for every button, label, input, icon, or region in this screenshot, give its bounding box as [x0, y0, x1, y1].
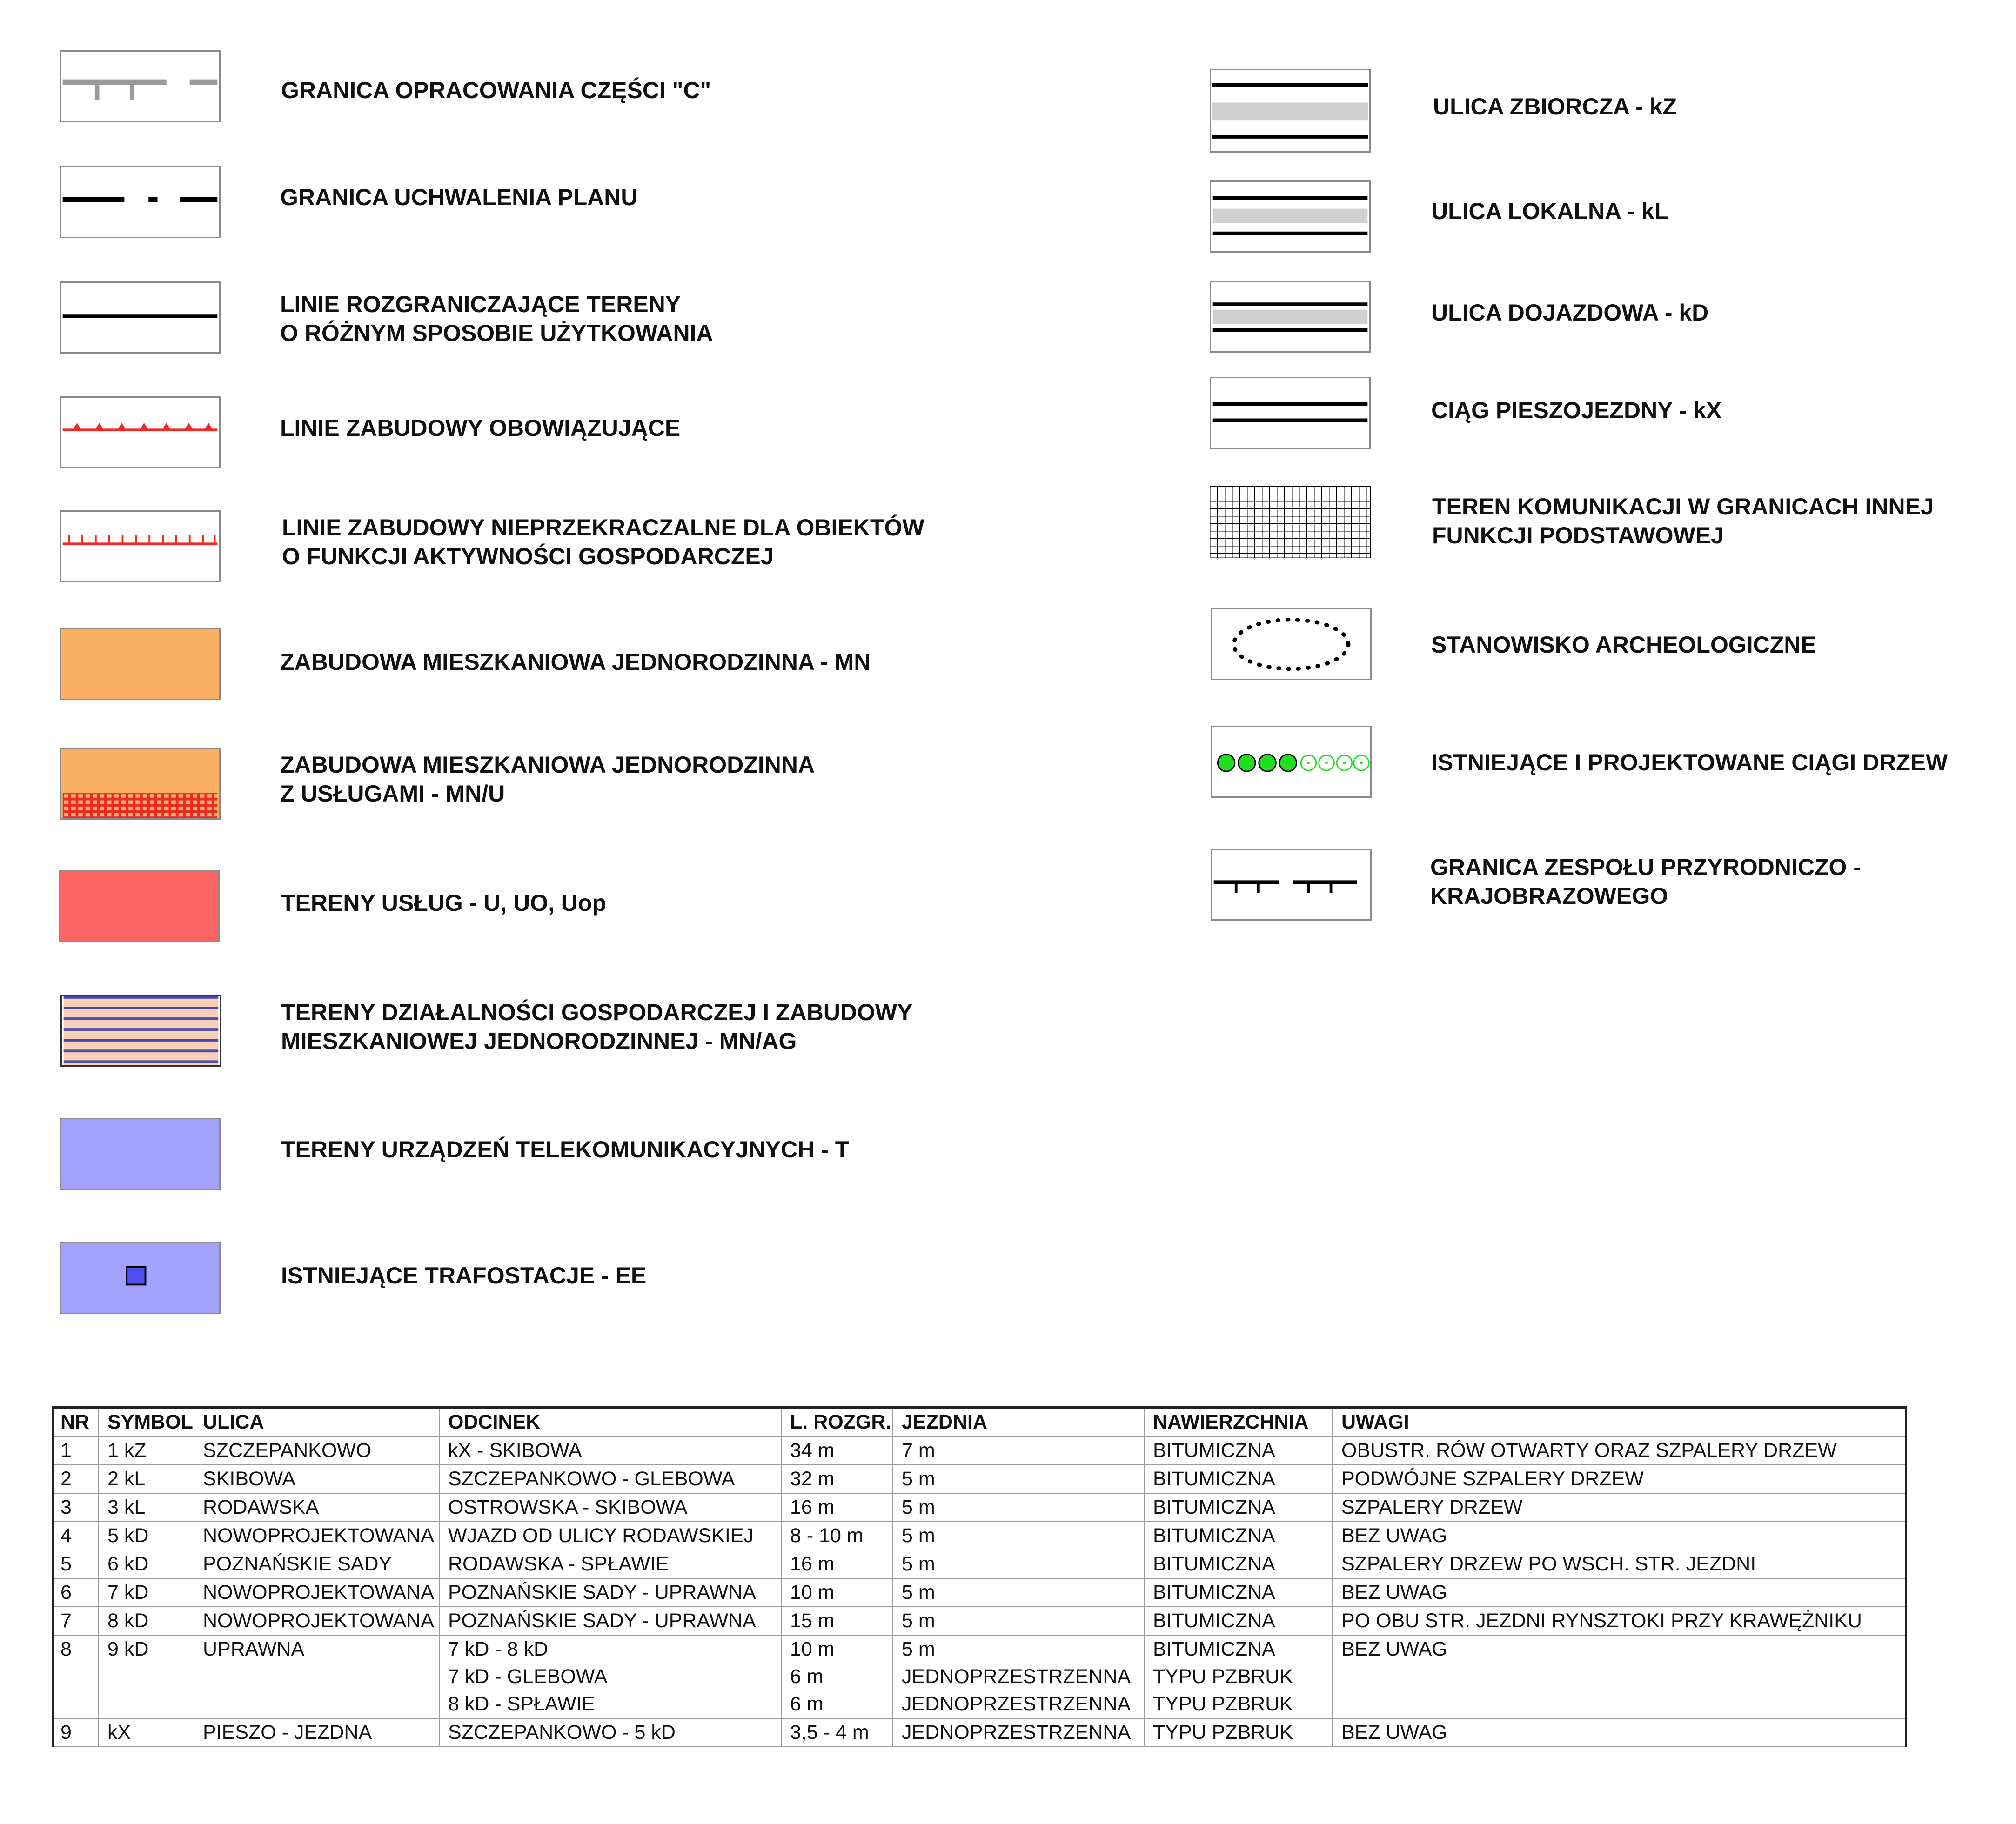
table-row: [53, 1522, 1906, 1550]
cell: 5 m: [893, 1550, 1144, 1578]
header-symbol: SYMBOL: [99, 1407, 194, 1436]
cell: [1333, 1690, 1906, 1718]
cell: RODAWSKA: [194, 1493, 439, 1522]
cell: 8: [53, 1635, 99, 1663]
legend-label-linie-zabudowy-nieprzekraczalne: LINIE ZABUDOWY NIEPRZEKRACZALNE DLA OBIEKTÓW O FUNKCJI AKTYWNOŚCI GOSPODARCZEJ: [282, 514, 924, 569]
cell: SZPALERY DRZEW PO WSCH. STR. JEZDNI: [1333, 1550, 1906, 1578]
cell: 5 m: [893, 1465, 1144, 1493]
cell: 16 m: [781, 1550, 893, 1578]
table-row: [53, 1635, 1906, 1663]
cell: BITUMICZNA: [1144, 1607, 1333, 1635]
cell: [99, 1690, 194, 1718]
cell: 8 - 10 m: [781, 1522, 893, 1550]
cell: BEZ UWAG: [1333, 1578, 1906, 1607]
legend-label-teren-komunikacji: TEREN KOMUNIKACJI W GRANICACH INNEJ FUNKCJI PODSTAWOWEJ: [1432, 494, 1934, 548]
cell: 10 m: [781, 1635, 893, 1663]
cell: kX: [99, 1718, 194, 1747]
legend-label-mn-u: ZABUDOWA MIESZKANIOWA JEDNORODZINNA Z USŁUGAMI - MN/U: [280, 752, 815, 807]
legend-label-linie-zabudowy-obowiazujace: LINIE ZABUDOWY OBOWIĄZUJĄCE: [280, 415, 681, 441]
symbol-trafostacje: [60, 1242, 221, 1314]
legend-label-linie-rozgraniczajace: LINIE ROZGRANICZAJĄCE TERENY O RÓŻNYM SPOSOBIE UŻYTKOWANIA: [280, 291, 713, 346]
cell: 32 m: [781, 1465, 893, 1493]
cell: SZCZEPANKOWO: [194, 1436, 439, 1465]
cell: 9: [53, 1718, 99, 1747]
symbol-granica-zespolu: [1211, 849, 1372, 921]
cell: 1 kZ: [99, 1436, 194, 1465]
cell: POZNAŃSKIE SADY - UPRAWNA: [439, 1607, 781, 1635]
cell: TYPU PZBRUK: [1144, 1690, 1333, 1718]
cell: 6 m: [781, 1690, 893, 1718]
cell: 5 kD: [99, 1522, 194, 1550]
header-nr: NR: [53, 1407, 99, 1436]
table-header-row: [53, 1407, 1906, 1436]
cell: 5 m: [893, 1607, 1144, 1635]
header-uwagi: UWAGI: [1333, 1407, 1906, 1436]
cell: kX - SKIBOWA: [439, 1436, 781, 1465]
cell: 10 m: [781, 1578, 893, 1607]
roads-table: [52, 1406, 1907, 1747]
legend-label-ciag-pieszojezdny: CIĄG PIESZOJEZDNY - kX: [1431, 397, 1722, 423]
cell: NOWOPROJEKTOWANA: [194, 1607, 439, 1635]
cell: 6 kD: [99, 1550, 194, 1578]
cell: BEZ UWAG: [1333, 1718, 1906, 1747]
cell: SZCZEPANKOWO - 5 kD: [439, 1718, 781, 1747]
symbol-granica-opracowania: [60, 50, 221, 122]
legend-label-granica-uchwalenia: GRANICA UCHWALENIA PLANU: [280, 184, 638, 210]
cell: SZPALERY DRZEW: [1333, 1493, 1906, 1522]
cell: TYPU PZBRUK: [1144, 1663, 1333, 1690]
symbol-ulica-zbiorcza: [1210, 69, 1371, 153]
cell: 3,5 - 4 m: [781, 1718, 893, 1747]
symbol-ciag-pieszojezdny: [1210, 377, 1371, 449]
cell: SKIBOWA: [194, 1465, 439, 1493]
table-row: [53, 1663, 1906, 1690]
cell: BEZ UWAG: [1333, 1635, 1906, 1663]
cell: 16 m: [781, 1493, 893, 1522]
symbol-mn: [60, 628, 221, 700]
symbol-granica-uchwalenia: [60, 166, 221, 238]
cell: 5 m: [893, 1522, 1144, 1550]
cell: PODWÓJNE SZPALERY DRZEW: [1333, 1465, 1906, 1493]
cell: 8 kD: [99, 1607, 194, 1635]
legend-label-trafostacje: ISTNIEJĄCE TRAFOSTACJE - EE: [281, 1263, 647, 1289]
legend-label-ulica-lokalna: ULICA LOKALNA - kL: [1431, 198, 1669, 224]
cell: 7 kD - 8 kD: [439, 1635, 781, 1663]
table-row: [53, 1550, 1906, 1578]
symbol-linie-zabudowy-nieprzekraczalne: [60, 510, 221, 582]
cell: RODAWSKA - SPŁAWIE: [439, 1550, 781, 1578]
cell: 7: [53, 1607, 99, 1635]
cell: BEZ UWAG: [1333, 1522, 1906, 1550]
legend-label-stanowisko-archeologiczne: STANOWISKO ARCHEOLOGICZNE: [1431, 632, 1816, 658]
table-row: [53, 1493, 1906, 1522]
legend-label-ciagi-drzew: ISTNIEJĄCE I PROJEKTOWANE CIĄGI DRZEW: [1431, 749, 1948, 775]
cell: 2: [53, 1465, 99, 1493]
cell: 5: [53, 1550, 99, 1578]
cell: JEDNOPRZESTRZENNA: [893, 1690, 1144, 1718]
cell: BITUMICZNA: [1144, 1578, 1333, 1607]
cell: [194, 1690, 439, 1718]
table-row: [53, 1465, 1906, 1493]
legend-label-uslugi: TERENY USŁUG - U, UO, Uop: [281, 890, 607, 916]
symbol-mn-ag: [60, 995, 221, 1067]
table-row: [53, 1578, 1906, 1607]
cell: 7 m: [893, 1436, 1144, 1465]
cell: 4: [53, 1522, 99, 1550]
cell: 15 m: [781, 1607, 893, 1635]
cell: 3 kL: [99, 1493, 194, 1522]
table-row: [53, 1607, 1906, 1635]
header-ulica: ULICA: [194, 1407, 439, 1436]
legend-label-telekom: TERENY URZĄDZEŃ TELEKOMUNIKACYJNYCH - T: [281, 1136, 850, 1163]
cell: POZNAŃSKIE SADY - UPRAWNA: [439, 1578, 781, 1607]
legend-label-granica-opracowania: GRANICA OPRACOWANIA CZĘŚCI "C": [281, 77, 711, 103]
symbol-linie-zabudowy-obowiazujace: [60, 396, 221, 468]
cell: WJAZD OD ULICY RODAWSKIEJ: [439, 1522, 781, 1550]
cell: BITUMICZNA: [1144, 1635, 1333, 1663]
cell: [194, 1663, 439, 1690]
cell: 9 kD: [99, 1635, 194, 1663]
cell: 5 m: [893, 1635, 1144, 1663]
cell: BITUMICZNA: [1144, 1465, 1333, 1493]
header-jezdnia: JEZDNIA: [893, 1407, 1144, 1436]
cell: [1333, 1663, 1906, 1690]
cell: JEDNOPRZESTRZENNA: [893, 1663, 1144, 1690]
symbol-ulica-lokalna: [1210, 180, 1371, 253]
symbol-ciagi-drzew: [1211, 726, 1372, 798]
cell: TYPU PZBRUK: [1144, 1718, 1333, 1747]
legend-label-mn: ZABUDOWA MIESZKANIOWA JEDNORODZINNA - MN: [280, 649, 871, 675]
header-l-rozgr: L. ROZGR.: [781, 1407, 893, 1436]
symbol-ulica-dojazdowa: [1210, 281, 1371, 353]
cell: [53, 1663, 99, 1690]
table-row: [53, 1690, 1906, 1718]
cell: 7 kD: [99, 1578, 194, 1607]
symbol-linie-rozgraniczajace: [60, 281, 221, 354]
legend-label-ulica-dojazdowa: ULICA DOJAZDOWA - kD: [1431, 300, 1709, 326]
table-row: [53, 1436, 1906, 1465]
legend-label-ulica-zbiorcza: ULICA ZBIORCZA - kZ: [1433, 94, 1677, 120]
cell: 6: [53, 1578, 99, 1607]
cell: BITUMICZNA: [1144, 1436, 1333, 1465]
cell: 1: [53, 1436, 99, 1465]
cell: UPRAWNA: [194, 1635, 439, 1663]
legend-label-granica-zespolu: GRANICA ZESPOŁU PRZYRODNICZO - KRAJOBRAZOWEGO: [1430, 854, 1861, 909]
cell: POZNAŃSKIE SADY: [194, 1550, 439, 1578]
cell: JEDNOPRZESTRZENNA: [893, 1718, 1144, 1747]
cell: 8 kD - SPŁAWIE: [439, 1690, 781, 1718]
symbol-mn-u: [60, 748, 221, 820]
cell: PO OBU STR. JEZDNI RYNSZTOKI PRZY KRAWĘŻNIKU: [1333, 1607, 1906, 1635]
symbol-stanowisko-archeologiczne: [1211, 608, 1372, 680]
symbol-telekom: [60, 1118, 221, 1190]
cell: NOWOPROJEKTOWANA: [194, 1522, 439, 1550]
cell: NOWOPROJEKTOWANA: [194, 1578, 439, 1607]
cell: OBUSTR. RÓW OTWARTY ORAZ SZPALERY DRZEW: [1333, 1436, 1906, 1465]
header-odcinek: ODCINEK: [439, 1407, 781, 1436]
table-row: [53, 1718, 1906, 1747]
cell: 2 kL: [99, 1465, 194, 1493]
cell: SZCZEPANKOWO - GLEBOWA: [439, 1465, 781, 1493]
cell: BITUMICZNA: [1144, 1550, 1333, 1578]
cell: 5 m: [893, 1493, 1144, 1522]
cell: 6 m: [781, 1663, 893, 1690]
cell: [53, 1690, 99, 1718]
cell: 34 m: [781, 1436, 893, 1465]
header-nawierzchnia: NAWIERZCHNIA: [1144, 1407, 1333, 1436]
symbol-uslugi: [59, 870, 220, 942]
symbol-teren-komunikacji: [1210, 486, 1371, 558]
cell: OSTROWSKA - SKIBOWA: [439, 1493, 781, 1522]
legend-label-mn-ag: TERENY DZIAŁALNOŚCI GOSPODARCZEJ I ZABUDOWY MIESZKANIOWEJ JEDNORODZINNEJ - MN/AG: [281, 999, 913, 1054]
cell: 3: [53, 1493, 99, 1522]
cell: 7 kD - GLEBOWA: [439, 1663, 781, 1690]
cell: PIESZO - JEZDNA: [194, 1718, 439, 1747]
cell: BITUMICZNA: [1144, 1522, 1333, 1550]
cell: 5 m: [893, 1578, 1144, 1607]
cell: BITUMICZNA: [1144, 1493, 1333, 1522]
cell: [99, 1663, 194, 1690]
